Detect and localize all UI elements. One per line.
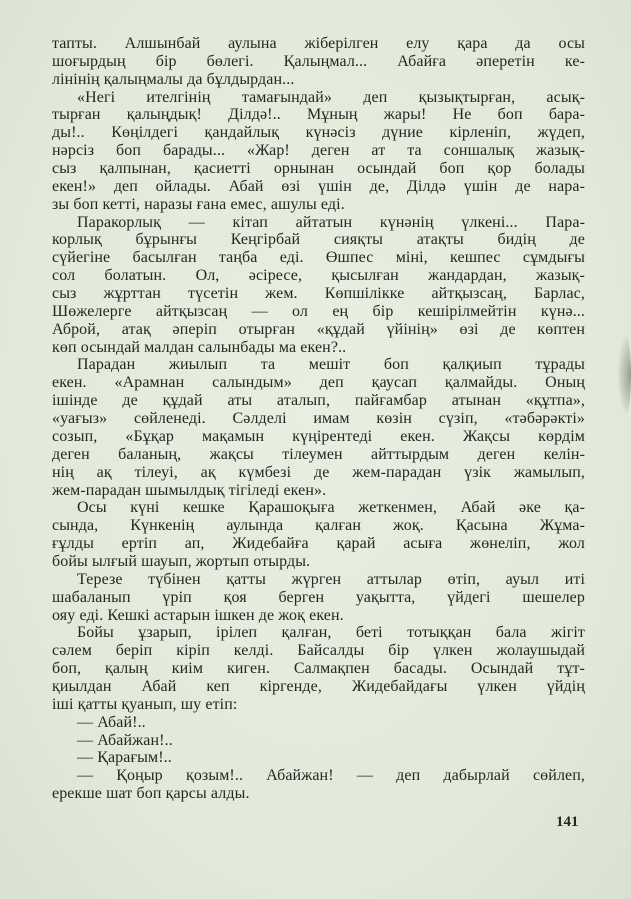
text-line: нің ақ тілеуі, ақ күмбезі де жем-парадан үзік жамылып, [52,463,585,481]
text-line: нәрсіз боп барады... «Жар! деген ат та соншалық жазық- [52,142,585,160]
text-line: шоғырдың бір бөлегі. Қалыңмал... Абайға әперетін ке- [52,52,585,70]
text-line: жем-парадан шымылдық тігіледі екен». [52,481,327,499]
text-line: тапты. Алшынбай аулына жіберілген елу қара да осы [52,35,585,52]
text-line: — Қоңыр қозым!.. Абайжан! — деп дабырлай сөйлеп, [77,767,585,785]
text-line: ояу еді. Кешкі астарын ішкен де жоқ екен. [52,606,344,624]
text-line: Бойы ұзарып, ірілеп қалған, беті тотыққан бала жігіт [77,624,585,642]
text-line: екен!» деп ойлады. Абай өзі үшін де, Ділдә үшін де нара- [52,177,585,195]
text-line: деген баланың, жақсы тілеумен айттырдым деген келін- [52,445,585,463]
page-edge-shadow [617,330,631,420]
text-line: — Абайжан!.. [77,731,173,749]
text-line: «уағыз» сөйленеді. Сәлделі имам көзін сүзіп, «тәбәрәкті» [52,410,585,428]
page-number: 141 [556,814,579,830]
text-line: Шөжелерге айтқызсаң — ол ең бір кешірілмейтін күнә... [52,302,585,320]
text-line: көп осындай малдан салынбады ма екен?.. [52,338,347,356]
text-line: сыз жұрттан түсетін жем. Көпшілікке айтқызсаң, Барлас, [52,285,585,303]
text-line: Аброй, атақ әперіп отырған «құдай үйінің» өзі де көптен [52,320,585,338]
text-line: боп, қалың киім киген. Салмақпен басады. Осындай тұт- [52,660,585,678]
text-line: іші қатты қуанып, шу етіп: [52,695,238,713]
text-line: шабаланып үріп қоя берген уақытта, үйдегі шешелер [52,588,585,606]
text-line: ғұлды ертіп ап, Жидебайға қарай асыға жөнеліп, жол [52,535,585,553]
text-line: екен. «Арамнан салындым» деп қаусап қалмайды. Оның [52,374,585,392]
text-line: сол болатын. Ол, әсіресе, қысылған жандардан, жазық- [52,267,585,285]
text-line: лінінің қалыңмалы да бұлдырдан... [52,70,295,88]
text-line: ды!.. Көңілдегі қандайлық күнәсіз дүние кірленіп, жүдеп, [52,124,585,142]
text-line: «Негі ителгінің тамағындай» деп қызықтырған, асық- [77,88,585,106]
text-line: Терезе түбінен қатты жүрген аттылар өтіп, ауыл иті [77,570,585,588]
text-line: сүйегіне басылған таңба еді. Өшпес міні, кешпес сұмдығы [52,249,585,267]
text-line: сында, Күнкенің аулында қалған жоқ. Қасына Жұма- [52,517,585,535]
text-line: ерекше шат боп қарсы алды. [52,785,250,803]
text-line: Осы күні кешке Қарашоқыға жеткенмен, Абай әке қа- [77,499,585,517]
text-line: бойы ылғый шауып, жортып отырды. [52,552,311,570]
text-line: корлық бұрынғы Кеңгірбай сияқты атақты бидің де [52,231,585,249]
text-line: Парадан жиылып та мешіт боп қалқиып тұрады [77,356,585,374]
text-line: тырған қалыңдық! Ділдә!.. Мұның жары! Не боп бара- [52,106,585,124]
text-line: сәлем беріп кіріп келді. Байсалды бір үлкен жолаушыдай [52,642,585,660]
text-line: ішінде де құдай аты аталып, пайғамбар атынан «құтпа», [52,392,585,410]
text-line: — Абай!.. [77,713,146,731]
text-line: — Қарағым!.. [77,749,172,767]
text-line: қиылдан Абай кеп кіргенде, Жидебайдағы үлкен үйдің [52,677,585,695]
text-line: сыз қалпынан, қасиетті орнынан осындай боп қор болады [52,160,585,178]
text-line: Паракорлық — кітап айтатын күнәнің үлкені... Пара- [77,213,585,231]
text-line: зы боп кетті, наразы ғана емес, ашулы еді. [52,195,345,213]
text-line: созып, «Бұқар мақамын күңірентеді екен. Жақсы көрдім [52,427,585,445]
